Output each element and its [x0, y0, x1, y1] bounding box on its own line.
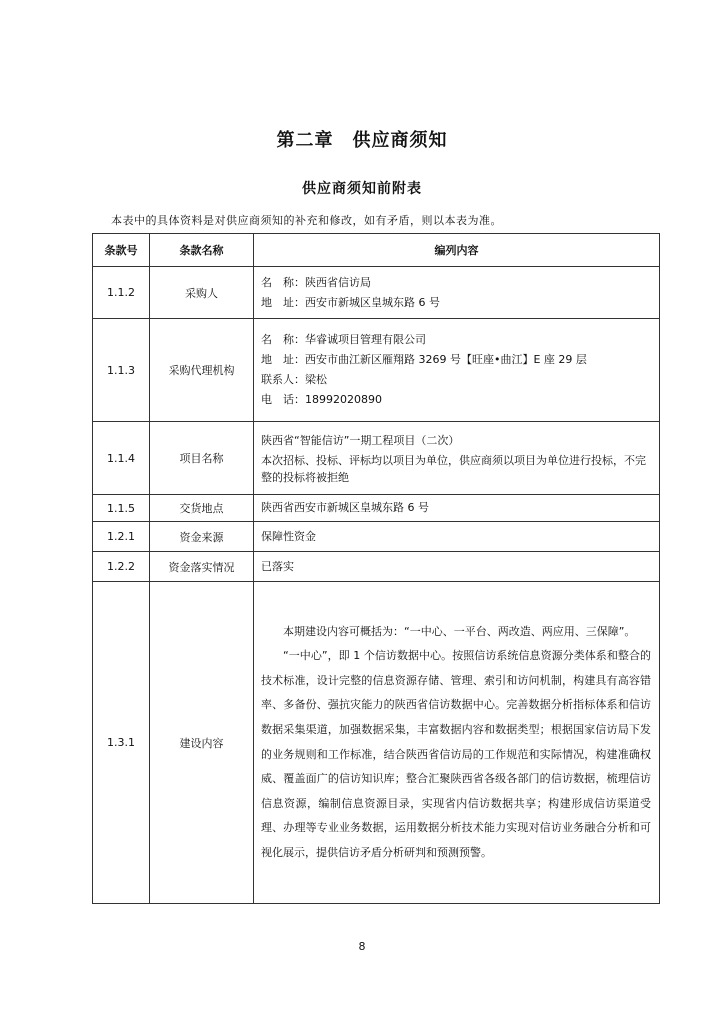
supplier-notice-table	[92, 233, 660, 904]
clause-no: 1.1.2	[93, 267, 150, 319]
clause-content	[254, 319, 660, 422]
construction-data-center: “一中心”，即 1 个信访数据中心。按照信访系统信息资源分类体系和整合的技术标准，设计完整的信息资源存储、管理、索引和访问机制，构建具有高容错率、多备份、强抗灾能力的陕西省信访数据中心。完善数据分析指标体系和信访数据采集渠道，加强数据采集，丰富数据内容和数据类型；根据国家信访局下发的业务规则和工作标准，结合陕西省信访局的工作规范和实际情况，构建准确权威、覆盖面广的信访知识库；整合汇聚陕西省各级各部门的信访数据，梳理信访信息资源，编制信息资源目录，实现省内信访数据共享；构建形成信访渠道受理、办理等专业业务数据，运用数据分析技术能力实现对信访业务融合分析和可视化展示，提供信访矛盾分析研判和预测预警。	[261, 649, 651, 859]
clause-name: 采购人	[150, 267, 254, 319]
clause-no: 1.1.4	[93, 422, 150, 495]
project-bidding-rule: 本次招标、投标、评标均以项目为单位，供应商须以项目为单位进行投标，不完整的投标将被拒绝	[261, 454, 646, 484]
clause-content	[254, 267, 660, 319]
construction-summary: 本期建设内容可概括为：“一中心、一平台、两改造、两应用、三保障”。	[283, 624, 636, 638]
table-header-row	[93, 234, 660, 267]
clause-name: 建设内容	[150, 582, 254, 904]
table-row	[93, 267, 660, 319]
header-clause-no: 条款号	[93, 234, 150, 267]
table-row	[93, 495, 660, 522]
agency-address: 地 址：西安市曲江新区雁翔路 3269 号【旺座•曲江】E 座 29 层	[261, 353, 587, 366]
purchaser-address: 地 址：西安市新城区皇城东路 6 号	[261, 295, 440, 309]
clause-no: 1.3.1	[93, 582, 150, 904]
clause-name: 资金来源	[150, 522, 254, 552]
page-number: 8	[358, 940, 366, 953]
clause-content	[254, 582, 660, 904]
table-row	[93, 582, 660, 904]
clause-no: 1.1.3	[93, 319, 150, 422]
table-row	[93, 522, 660, 552]
table-title: 供应商须知前附表	[302, 181, 422, 197]
clause-name: 项目名称	[150, 422, 254, 495]
clause-content: 陕西省西安市新城区皇城东路 6 号	[254, 495, 660, 522]
agency-contact: 联系人：梁松	[261, 373, 327, 386]
clause-content	[254, 422, 660, 495]
header-content: 编列内容	[254, 234, 660, 267]
clause-name: 资金落实情况	[150, 552, 254, 582]
chapter-title: 第二章 供应商须知	[276, 130, 448, 151]
table-note: 本表中的具体资料是对供应商须知的补充和修改，如有矛盾，则以本表为准。	[111, 214, 502, 227]
clause-name: 交货地点	[150, 495, 254, 522]
table-row	[93, 319, 660, 422]
project-name: 陕西省“智能信访”一期工程项目（二次）	[261, 434, 460, 447]
clause-content: 已落实	[254, 552, 660, 582]
clause-no: 1.2.2	[93, 552, 150, 582]
agency-phone: 电 话：18992020890	[261, 393, 382, 406]
clause-content: 保障性资金	[254, 522, 660, 552]
clause-no: 1.1.5	[93, 495, 150, 522]
header-clause-name: 条款名称	[150, 234, 254, 267]
table-row	[93, 422, 660, 495]
table-row	[93, 552, 660, 582]
clause-no: 1.2.1	[93, 522, 150, 552]
clause-name: 采购代理机构	[150, 319, 254, 422]
purchaser-name: 名 称：陕西省信访局	[261, 275, 371, 289]
agency-name: 名 称：华睿诚项目管理有限公司	[261, 333, 426, 346]
